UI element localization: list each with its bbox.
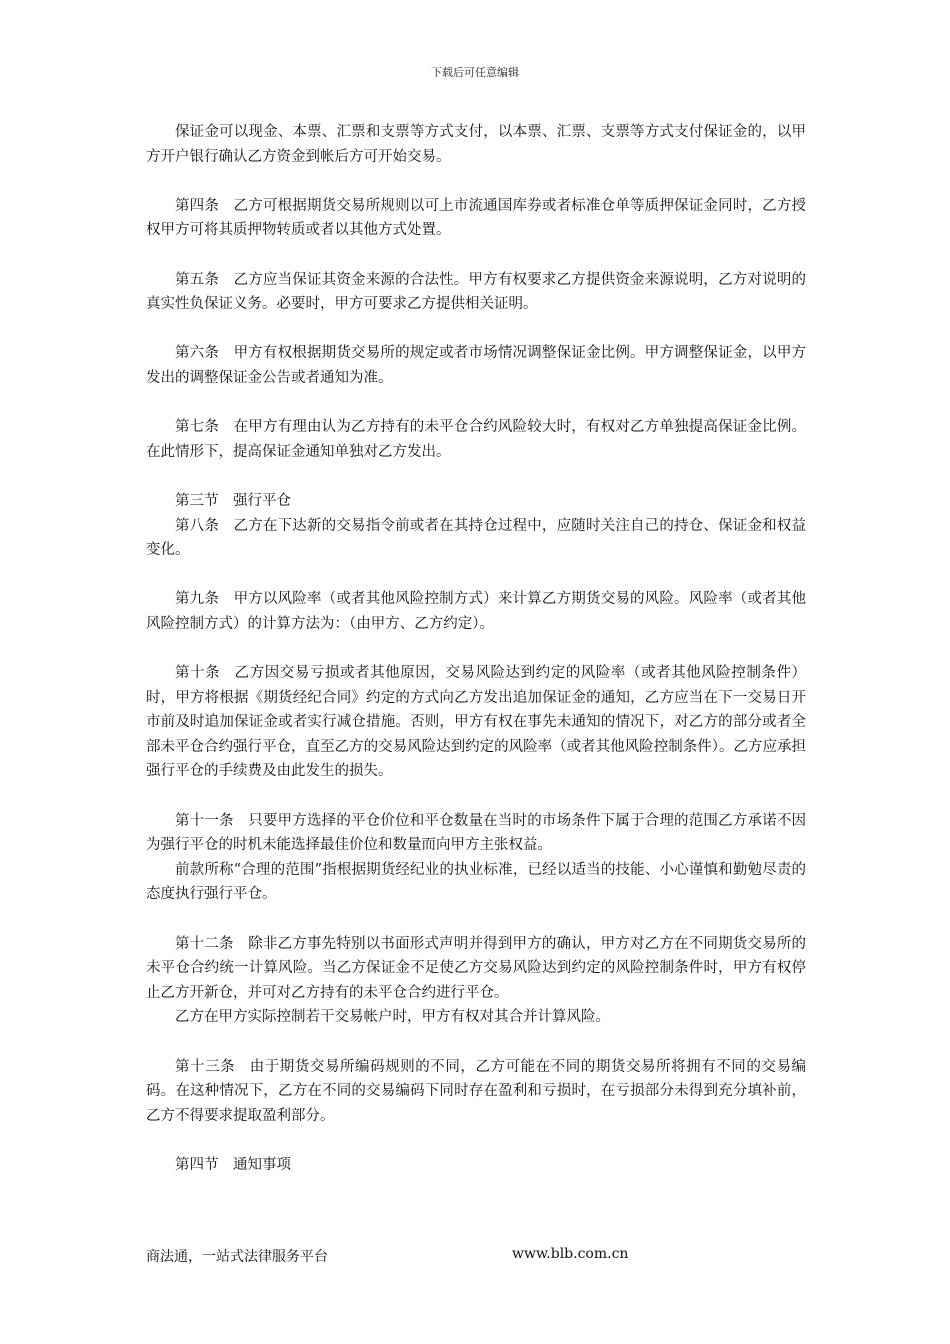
article-text: 乙方在下达新的交易指令前或者在其持仓过程中，应随时关注自己的持仓、保证金和权益变化。: [146, 517, 807, 559]
page-header: 下载后可任意编辑: [431, 66, 519, 79]
article-number: 第十三条: [175, 1058, 236, 1075]
section-number: 第四节: [175, 1156, 219, 1173]
article-text: 乙方因交易亏损或者其他原因，交易风险达到约定的风险率（或者其他风险控制条件）时，甲方将根据《期货经纪合同》约定的方式向乙方发出追加保证金的通知，乙方应当在下一交易日开市前及时追加保证金或者实行减仓措施。否则，甲方有权在事先未通知的情况下，对乙方的部分或者全部未平仓合约强行平仓，直至乙方的交易风险达到约定的风险率（或者其他风险控制条件）。乙方应承担强行平仓的手续费及由此发生的损失。: [146, 665, 807, 780]
article-number: 第八条: [175, 517, 220, 534]
article-number: 第十二条: [175, 935, 234, 952]
article-text: 甲方有权根据期货交易所的规定或者市场情况调整保证金比例。甲方调整保证金，以甲方发出的调整保证金公告或者通知为准。: [146, 345, 807, 386]
article-text: 甲方以风险率（或者其他风险控制方式）来计算乙方期货交易的风险。风险率（或者其他风险控制方式）的计算方法为：（由甲方、乙方约定）。: [146, 591, 807, 632]
paragraph: 保证金可以现金、本票、汇票和支票等方式支付，以本票、汇票、支票等方式支付保证金的，以甲方开户银行确认乙方资金到帐后方可开始交易。: [146, 124, 806, 165]
section-heading: [146, 1153, 806, 1178]
section-heading: [146, 489, 806, 514]
paragraph: 乙方在甲方实际控制若干交易帐户时，甲方有权对其合并计算风险。: [175, 1009, 610, 1026]
article-text: 除非乙方事先特别以书面形式声明并得到甲方的确认，甲方对乙方在不同期货交易所的未平仓合约统一计算风险。当乙方保证金不足使乙方交易风险达到约定的风险控制条件时，甲方有权停止乙方开新仓，并可对乙方持有的未平仓合约进行平仓。: [146, 935, 806, 1001]
article-number: 第七条: [175, 419, 220, 436]
article-5: [146, 268, 806, 317]
article-number: 第五条: [175, 271, 220, 288]
article-12: [146, 932, 806, 1006]
section-title: 通知事项: [233, 1156, 291, 1173]
section-title: 强行平仓: [233, 492, 291, 509]
article-text: 由于期货交易所编码规则的不同，乙方可能在不同的期货交易所将拥有不同的交易编码。在这种情况下，乙方在不同的交易编码下同时存在盈利和亏损时，在亏损部分未得到充分填补前，乙方不得要求提取盈利部分。: [146, 1058, 806, 1124]
article-number: 第六条: [175, 345, 220, 362]
article-11: [146, 809, 806, 858]
article-6: [146, 341, 806, 390]
footer-url: www.blb.com.cn: [512, 1246, 629, 1262]
footer-brand: 商法通，一站式法律服务平台: [146, 1249, 328, 1265]
article-text: 乙方应当保证其资金来源的合法性。甲方有权要求乙方提供资金来源说明，乙方对说明的真实性负保证义务。必要时，甲方可要求乙方提供相关证明。: [146, 271, 807, 313]
article-4: [146, 194, 806, 243]
article-number: 第十一条: [175, 812, 234, 829]
article-10: [146, 661, 806, 784]
article-number: 第九条: [175, 591, 220, 608]
section-number: 第三节: [175, 492, 219, 509]
paragraph: 前款所称“合理的范围”指根据期货经纪业的执业标准，已经以适当的技能、小心谨慎和勤勉尽责的态度执行强行平仓。: [146, 861, 806, 903]
article-text: 在甲方有理由认为乙方持有的未平仓合约风险较大时，有权对乙方单独提高保证金比例。在此情形下，提高保证金通知单独对乙方发出。: [146, 419, 807, 460]
article-number: 第四条: [175, 197, 220, 214]
article-text: 乙方可根据期货交易所规则以可上市流通国库券或者标准仓单等质押保证金同时，乙方授权甲方可将其质押物转质或者以其他方式处置。: [146, 197, 807, 239]
article-13: [146, 1055, 806, 1129]
article-text: 只要甲方选择的平仓价位和平仓数量在当时的市场条件下属于合理的范围乙方承诺不因为强行平仓的时机未能选择最佳价位和数量而向甲方主张权益。: [146, 812, 806, 854]
document-body: [146, 120, 806, 1178]
article-9: [146, 587, 806, 636]
article-7: [146, 415, 806, 464]
article-8: [146, 514, 806, 563]
article-number: 第十条: [175, 665, 221, 682]
